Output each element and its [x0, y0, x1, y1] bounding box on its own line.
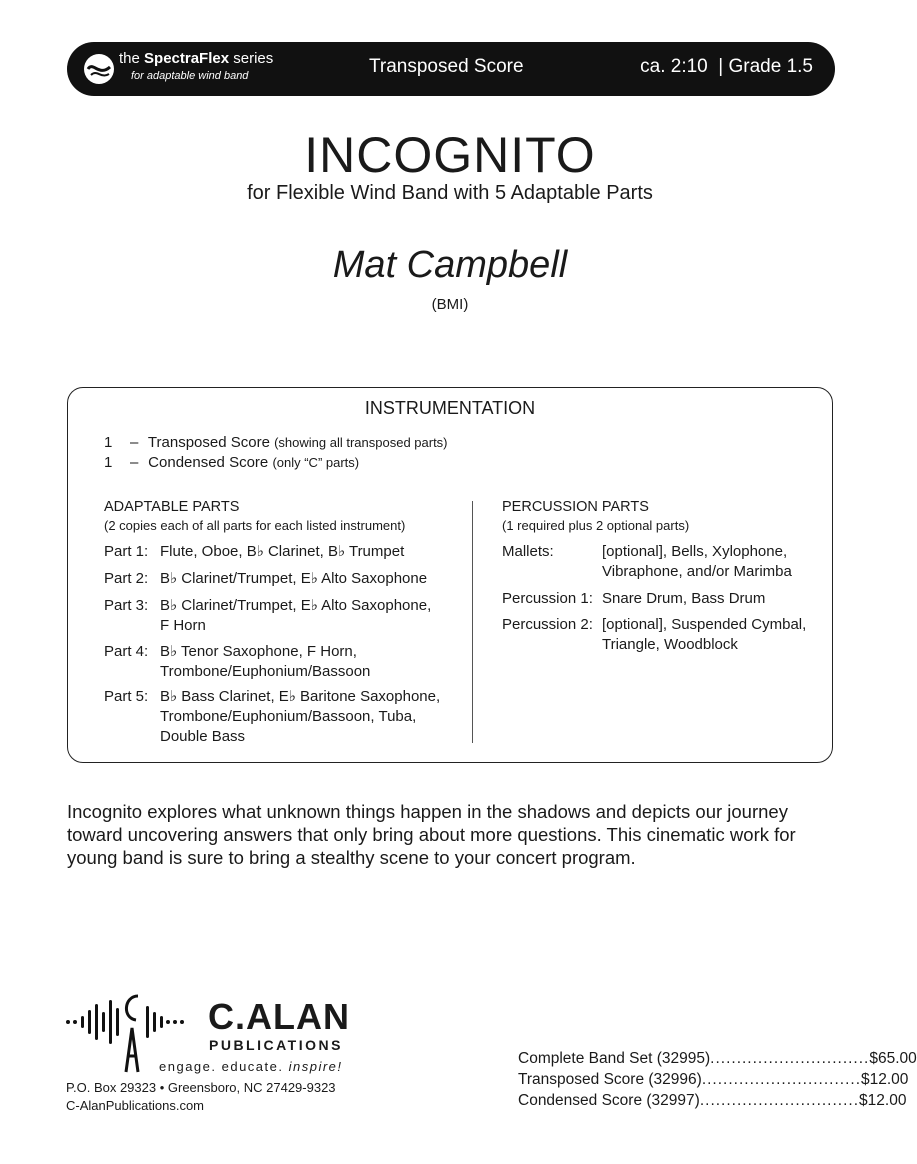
price-value: $12.00	[859, 1092, 907, 1109]
tagline-main: engage. educate.	[159, 1059, 289, 1074]
price-list	[518, 1050, 917, 1113]
part-label: Mallets:	[502, 543, 554, 560]
series-label	[119, 51, 273, 82]
part-instruments: Flute, Oboe, B♭ Clarinet, B♭ Trumpet	[160, 543, 405, 560]
adaptable-part-5	[104, 687, 440, 747]
program-note-title: Incognito	[67, 801, 143, 822]
publisher-address: P.O. Box 29323 • Greensboro, NC 27429-9323	[66, 1080, 336, 1095]
adaptable-parts-heading: ADAPTABLE PARTS	[104, 499, 240, 515]
score-line-condensed	[104, 454, 359, 471]
part-instruments: Triangle, Woodblock	[602, 636, 738, 653]
part-instruments: Snare Drum, Bass Drum	[602, 590, 766, 607]
score-type: Transposed Score	[369, 56, 524, 77]
part-instruments: B♭ Clarinet/Trumpet, E♭ Alto Saxophone,	[160, 597, 432, 614]
series-prefix: the	[119, 50, 145, 67]
publisher-website[interactable]: C-AlanPublications.com	[66, 1098, 205, 1113]
percussion-parts-heading: PERCUSSION PARTS	[502, 499, 649, 515]
percussion-2	[502, 615, 806, 655]
adaptable-part-4	[104, 642, 370, 682]
part-label: Part 2:	[104, 570, 149, 587]
publisher-subname: PUBLICATIONS	[209, 1037, 343, 1053]
adaptable-part-1	[104, 542, 404, 562]
series-header-bar	[67, 42, 835, 96]
part-label: Part 5:	[104, 688, 149, 705]
price-item: Complete Band Set (32995)	[518, 1050, 711, 1067]
composer-affiliation: (BMI)	[431, 296, 469, 313]
adaptable-part-3	[104, 596, 431, 636]
price-row	[518, 1050, 917, 1071]
part-label: Part 3:	[104, 597, 149, 614]
score-qty: 1	[104, 454, 113, 471]
score-dash: –	[130, 454, 139, 471]
adaptable-part-2	[104, 569, 427, 589]
part-label: Percussion 1:	[502, 590, 593, 607]
duration-grade: ca. 2:10 | Grade 1.5	[640, 56, 813, 77]
score-name: Transposed Score	[147, 434, 270, 451]
program-note-text: explores what unknown things happen in the shadows and depicts our journey toward uncovering answers that only bring about more questions. This cinematic work for young band is sure to bring a stealthy scene to your concert program.	[67, 801, 796, 868]
part-label: Part 4:	[104, 643, 149, 660]
price-value: $65.00	[869, 1050, 917, 1067]
percussion-1	[502, 589, 765, 609]
part-instruments: Trombone/Euphonium/Bassoon, Tuba,	[160, 708, 417, 725]
part-instruments: Trombone/Euphonium/Bassoon	[160, 663, 371, 680]
part-instruments: [optional], Bells, Xylophone,	[602, 543, 788, 560]
leader-dots: ..............................	[699, 1092, 860, 1109]
part-instruments: F Horn	[160, 617, 206, 634]
price-value: $12.00	[861, 1071, 909, 1088]
score-dash: –	[130, 434, 139, 451]
part-instruments: Double Bass	[160, 728, 246, 745]
instrumentation-box	[67, 387, 833, 763]
part-instruments: B♭ Bass Clarinet, E♭ Baritone Saxophone,	[160, 688, 441, 705]
score-qty: 1	[104, 434, 113, 451]
price-row	[518, 1071, 909, 1092]
column-divider	[472, 501, 473, 743]
price-item: Condensed Score (32997)	[518, 1092, 700, 1109]
work-subtitle: for Flexible Wind Band with 5 Adaptable Parts	[247, 182, 653, 204]
series-suffix: series	[229, 50, 274, 67]
instrumentation-heading: INSTRUMENTATION	[364, 398, 536, 418]
part-instruments: B♭ Tenor Saxophone, F Horn,	[160, 643, 357, 660]
series-tagline: for adaptable wind band	[131, 69, 249, 82]
price-row	[518, 1092, 907, 1113]
work-title: INCOGNITO	[304, 127, 596, 183]
score-note: (only “C” parts)	[272, 455, 360, 470]
adaptable-parts-subheading: (2 copies each of all parts for each listed instrument)	[104, 518, 406, 533]
percussion-mallets	[502, 542, 792, 582]
part-label: Percussion 2:	[502, 616, 593, 633]
score-line-transposed	[104, 434, 448, 451]
program-note	[67, 800, 847, 869]
leader-dots: ..............................	[710, 1050, 870, 1067]
part-instruments: Vibraphone, and/or Marimba	[602, 563, 792, 580]
part-instruments: [optional], Suspended Cymbal,	[602, 616, 807, 633]
part-label: Part 1:	[104, 543, 149, 560]
publisher-name: C.ALAN	[208, 996, 350, 1037]
spectraflex-logo-icon	[79, 49, 119, 89]
composer-name: Mat Campbell	[332, 244, 568, 286]
percussion-parts-subheading: (1 required plus 2 optional parts)	[502, 518, 690, 533]
publisher-tagline	[159, 1059, 343, 1074]
tagline-inspire: inspire!	[288, 1059, 343, 1074]
score-note: (showing all transposed parts)	[274, 435, 448, 450]
leader-dots: ..............................	[701, 1071, 862, 1088]
price-item: Transposed Score (32996)	[518, 1071, 702, 1088]
part-instruments: B♭ Clarinet/Trumpet, E♭ Alto Saxophone	[160, 570, 428, 587]
series-name: SpectraFlex	[144, 50, 230, 67]
score-name: Condensed Score	[148, 454, 269, 471]
